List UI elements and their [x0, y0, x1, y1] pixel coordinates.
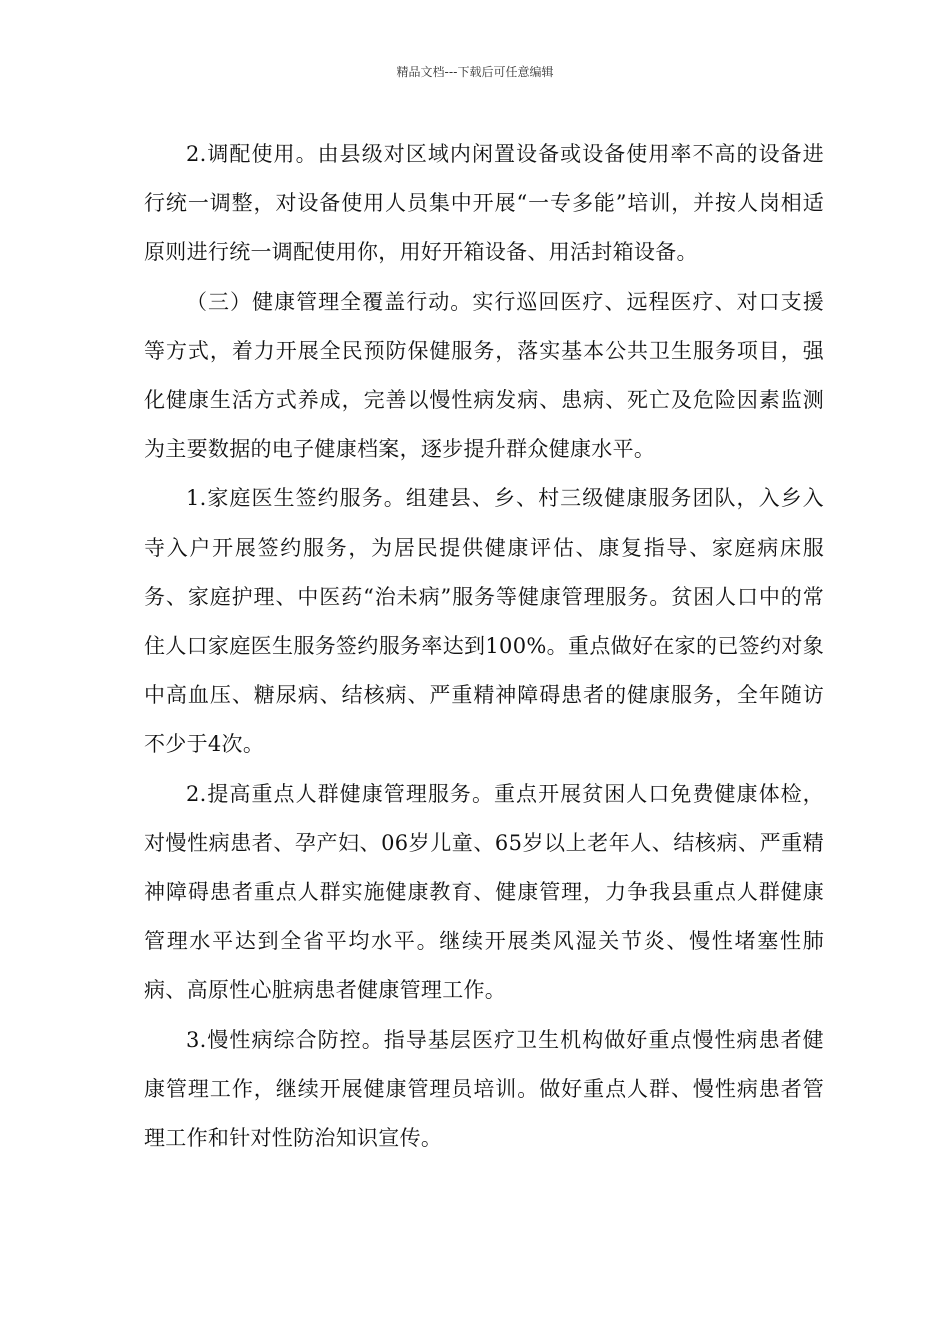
document-body	[144, 130, 824, 1163]
paragraph-key-population-service: 2.提高重点人群健康管理服务。重点开展贫困人口免费健康体检，对慢性病患者、孕产妇、06岁儿童、65岁以上老年人、结核病、严重精神障碍患者重点人群实施健康教育、健康管理，力争我县重点人群健康管理水平达到全省平均水平。继续开展类风湿关节炎、慢性堵塞性肺病、高原性心脏病患者健康管理工作。	[144, 781, 824, 1003]
paragraph-family-doctor-service: 1.家庭医生签约服务。组建县、乡、村三级健康服务团队，入乡入寺入户开展签约服务，为居民提供健康评估、康复指导、家庭病床服务、家庭护理、中医药“治未病”服务等健康管理服务。贫困人口中的常住人口家庭医生服务签约服务率达到100%。重点做好在家的已签约对象中高血压、糖尿病、结核病、严重精神障碍患者的健康服务，全年随访不少于4次。	[144, 486, 824, 757]
paragraph-equipment-allocation: 2.调配使用。由县级对区域内闲置设备或设备使用率不高的设备进行统一调整，对设备使用人员集中开展“一专多能”培训，并按人岗相适原则进行统一调配使用你，用好开箱设备、用活封箱设备。	[144, 142, 824, 265]
paragraph-chronic-disease-control: 3.慢性病综合防控。指导基层医疗卫生机构做好重点慢性病患者健康管理工作，继续开展健康管理员培训。做好重点人群、慢性病患者管理工作和针对性防治知识宣传。	[144, 1027, 824, 1151]
paragraph-health-management-action: （三）健康管理全覆盖行动。实行巡回医疗、远程医疗、对口支援等方式，着力开展全民预防保健服务，落实基本公共卫生服务项目，强化健康生活方式养成，完善以慢性病发病、患病、死亡及危险因素监测为主要数据的电子健康档案，逐步提升群众健康水平。	[144, 289, 824, 462]
page-header: 精品文档---下载后可任意编辑	[396, 65, 554, 79]
